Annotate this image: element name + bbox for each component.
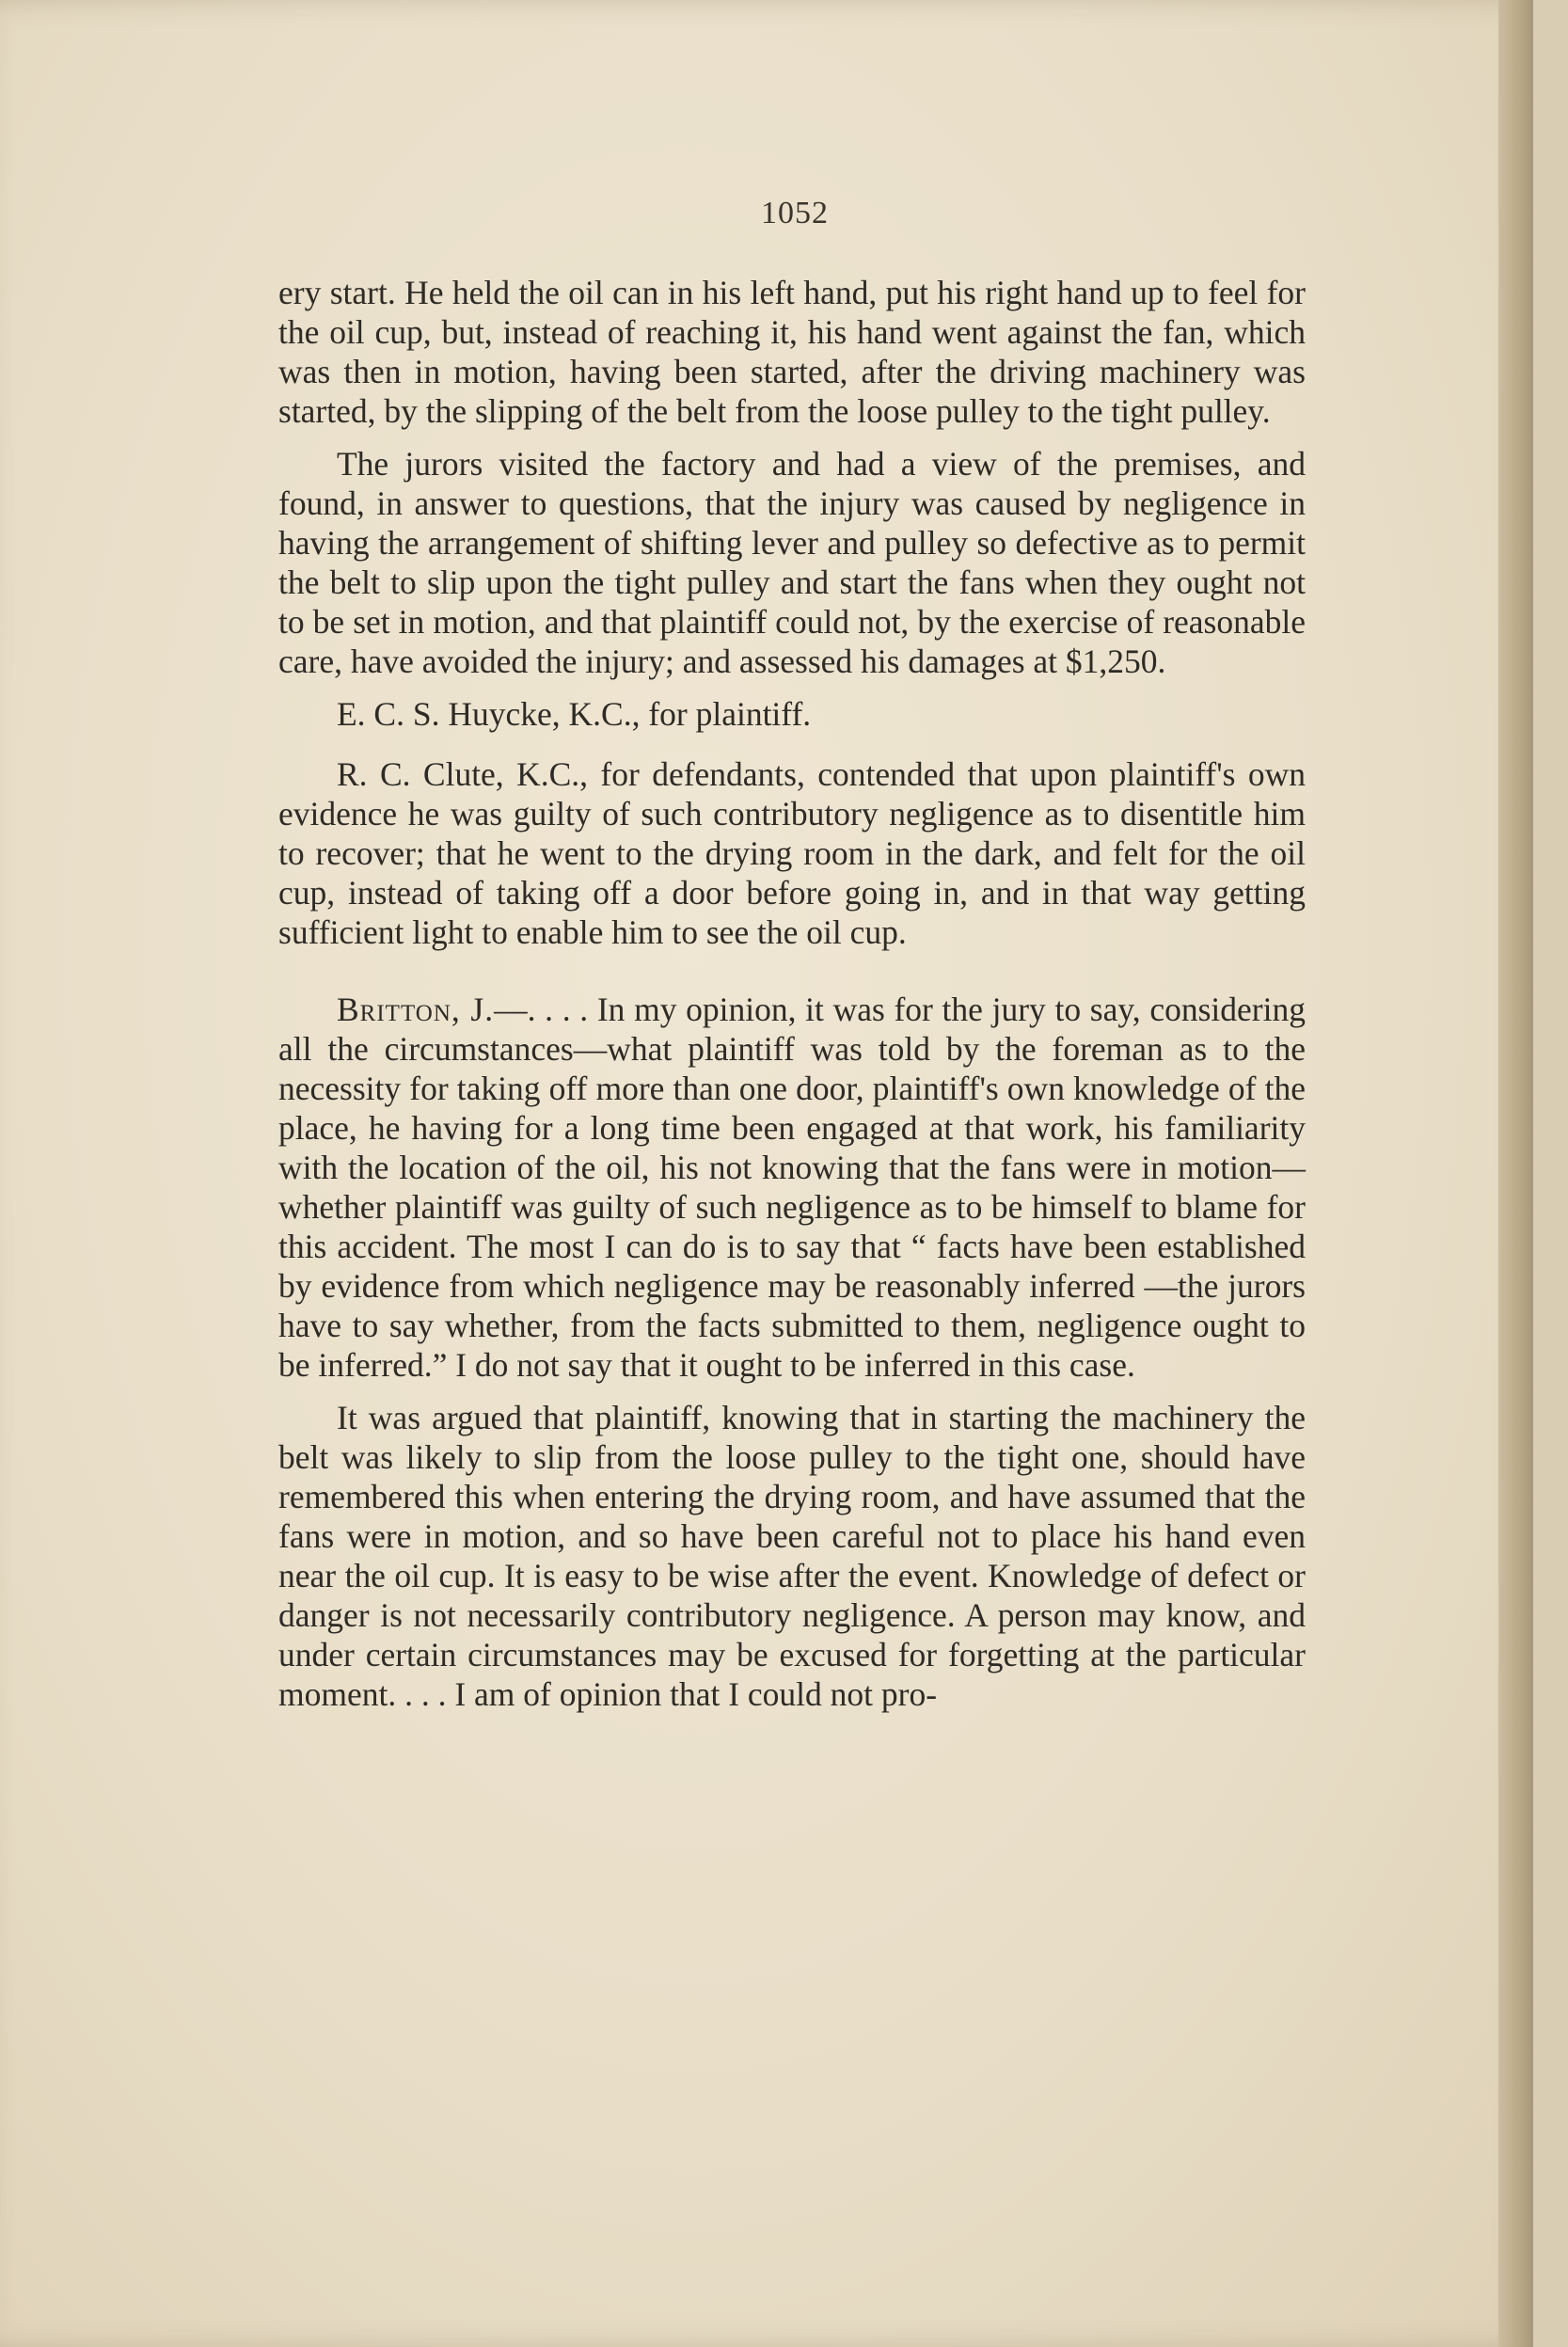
paragraph-facts-continued: ery start. He held the oil can in his left hand, put his right hand up to feel for the oil cup, but, instead of reaching it, his hand went against the fan, which was then in motion, having been started, after the driving machinery was started, by the slipping of the belt from the loose pulley to the tight pulley. (278, 274, 1306, 430)
judge-name: Britton, J. (337, 991, 495, 1028)
paragraph-counsel-defendants: R. C. Clute, K.C., for defendants, contended that upon plaintiff's own evidence he was guilty of such contributory negligence as to disentitle him to recover; that he went to the drying room in the dark, and felt for the oil cup, instead of taking off a door before going in, and in that way getting sufficient light to enable him to see the oil cup. (278, 755, 1306, 951)
page-edge-shadow (1498, 0, 1533, 2347)
paragraph-jury-findings: The jurors visited the factory and had a view of the premises, and found, in answer to questions, that the injury was caused by negligence in having the arrangement of shifting lever and pulley so defective as to permit the belt to slip upon the tight pulley and start the fans when they ought not to be set in motion, and that plaintiff could not, by the exercise of reasonable care, have avoided the injury; and assessed his damages at $1,250. (278, 445, 1306, 680)
judgment-text: —. . . . In my opinion, it was for the jury to say, considering all the circumstances—what plaintiff was told by the foreman as to the necessity for taking off more than one door, plaintiff's own knowledge of the place, he having for a long time been engaged at that work, his familiarity with the location of the oil, his not knowing that the fans were in motion—whether plaintiff was guilty of such negligence as to be himself to blame for this accident. The most I can do is to say that “ facts have been established by evidence from which negligence may be reasonably inferred —the jurors have to say whether, from the facts submitted to them, negligence ought to be inferred.” I do not say that it ought to be inferred in this case. (278, 991, 1306, 1384)
paragraph-judgment (278, 990, 1306, 1385)
paragraph-counsel-plaintiff: E. C. S. Huycke, K.C., for plaintiff. (337, 695, 812, 733)
body-text (278, 273, 1306, 1727)
page-number: 1052 (761, 196, 829, 230)
paragraph-argument: It was argued that plaintiff, knowing that in starting the machinery the belt was likely to slip from the loose pulley to the tight one, should have remembered this when entering the drying room, and have assumed that the fans were in motion, and so have been careful not to place his hand even near the oil cup. It is easy to be wise after the event. Knowledge of defect or danger is not necessarily contributory negligence. A person may know, and under certain circumstances may be excused for forgetting at the particular moment. . . . I am of opinion that I could not pro- (278, 1399, 1306, 1713)
